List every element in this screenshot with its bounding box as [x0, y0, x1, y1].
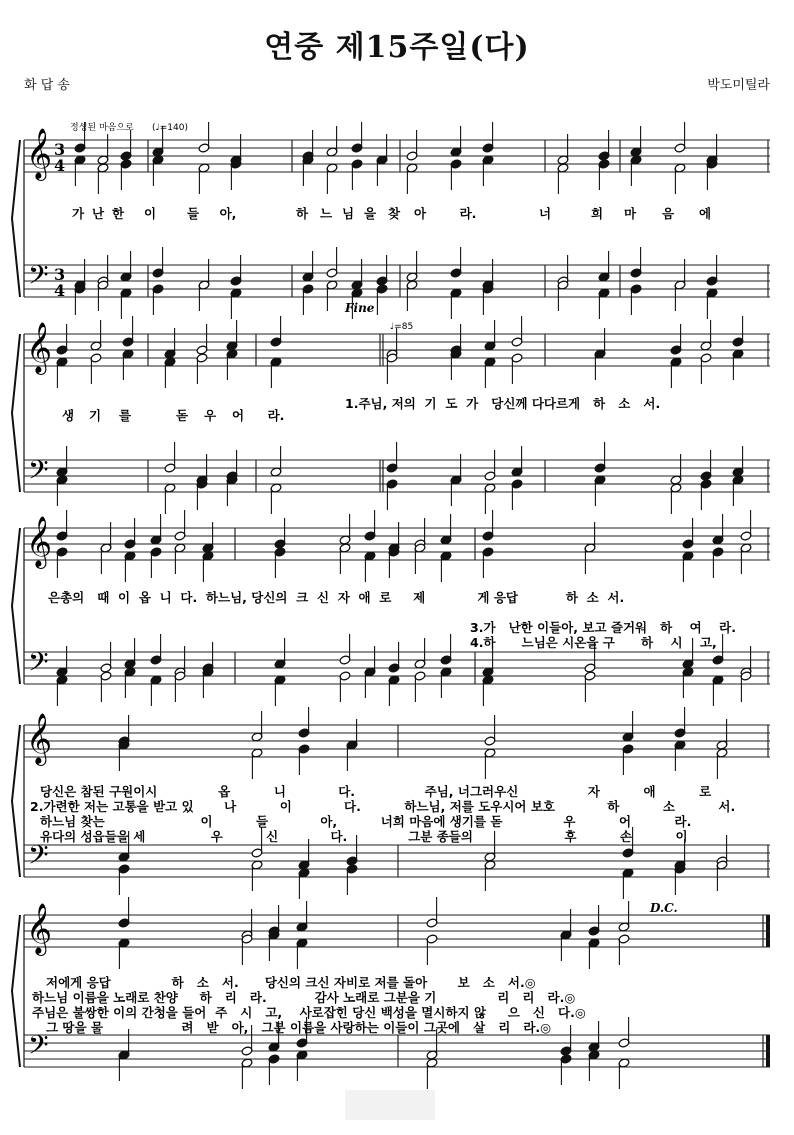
system5-lyric-line: 저에게 응답 하 소 서. 당신의 크신 자비로 저를 돌아 보 소 서.◎	[46, 975, 536, 990]
note-lower	[712, 675, 724, 706]
treble-staff	[24, 725, 770, 757]
refrain-lyric-syllable: 라.	[267, 408, 285, 423]
note-lower	[406, 280, 418, 311]
note-lower	[364, 667, 376, 698]
note-upper	[56, 324, 68, 355]
note-upper	[406, 251, 418, 282]
note-upper	[339, 514, 351, 545]
note-upper	[414, 638, 426, 669]
note-upper	[351, 259, 363, 290]
category-label: 화 답 송	[24, 78, 70, 93]
note-lower	[164, 357, 176, 388]
note-lower	[440, 667, 452, 698]
time-signature-bottom: 4	[54, 156, 66, 175]
note-lower	[274, 547, 286, 578]
note-lower	[118, 938, 130, 969]
note-lower	[268, 930, 280, 961]
refrain-lyric-syllable: 이	[143, 206, 157, 221]
note-upper	[298, 707, 310, 738]
note-upper	[100, 642, 112, 673]
tempo-metronome-1: (♩=140)	[152, 123, 188, 133]
time-signature-bottom: 4	[54, 281, 66, 300]
note-lower	[241, 1058, 253, 1089]
refrain-lyric-syllable: 들	[186, 206, 200, 221]
refrain-lyric-syllable: 을	[363, 206, 377, 221]
note-lower	[226, 349, 238, 380]
note-lower	[674, 280, 686, 311]
note-upper	[270, 446, 282, 477]
note-lower	[670, 483, 682, 514]
note-lower	[120, 159, 132, 190]
system5-lyric-line: 그 땅을 물 려 받 아, 그분 이름을 사랑하는 이들이 그곳에 살 리 라.◎	[46, 1020, 552, 1035]
note-lower	[298, 868, 310, 899]
note-lower	[326, 280, 338, 311]
note-lower	[700, 479, 712, 510]
note-upper	[440, 514, 452, 545]
note-lower	[618, 1058, 630, 1089]
note-upper	[557, 134, 569, 165]
note-lower	[674, 163, 686, 194]
time-signature-top: 3	[54, 140, 66, 159]
note-lower	[150, 675, 162, 706]
note-lower	[388, 547, 400, 578]
note-lower	[230, 159, 242, 190]
note-lower	[716, 748, 728, 779]
note-lower	[674, 864, 686, 895]
note-upper	[120, 130, 132, 161]
system4-lyric-line: 하느님 찾는 이 들 아, 너희 마음에 생기를 돋 우 어 라.	[40, 814, 692, 829]
note-upper	[511, 316, 523, 347]
bass-clef-icon: 𝄢	[28, 1029, 49, 1067]
note-lower	[90, 353, 102, 384]
note-upper	[302, 251, 314, 282]
note-lower	[241, 934, 253, 965]
note-upper	[270, 316, 282, 347]
note-lower	[732, 349, 744, 380]
note-lower	[732, 475, 744, 506]
note-upper	[406, 130, 418, 161]
note-lower	[598, 159, 610, 190]
note-lower	[618, 934, 630, 965]
tempo-instruction: 정성된 마음으로	[70, 123, 134, 133]
note-lower	[152, 284, 164, 315]
note-lower	[174, 671, 186, 702]
refrain-lyric-syllable: 에	[698, 206, 712, 221]
refrain-lyric-syllable: 난	[91, 206, 105, 221]
system5-lyric-line: 주님은 불쌍한 이의 간청을 들어 주 시 고, 사로잡힌 당신 백성을 멸시하지 않 으 신 다.◎	[32, 1005, 586, 1020]
note-upper	[618, 1017, 630, 1048]
refrain-lyric-syllable: 하	[295, 206, 309, 221]
refrain-lyric-syllable: 생	[61, 408, 75, 423]
note-lower	[274, 675, 286, 706]
note-upper	[164, 328, 176, 359]
note-upper	[682, 518, 694, 549]
note-lower	[364, 551, 376, 582]
note-upper	[120, 251, 132, 282]
note-upper	[90, 320, 102, 351]
bass-clef-icon: 𝄢	[28, 454, 49, 492]
note-lower	[594, 349, 606, 380]
note-lower	[164, 483, 176, 514]
note-lower	[97, 163, 109, 194]
note-lower	[351, 159, 363, 190]
note-upper	[450, 126, 462, 157]
note-upper	[670, 324, 682, 355]
note-upper	[251, 711, 263, 742]
note-lower	[376, 155, 388, 186]
note-lower	[97, 280, 109, 311]
note-lower	[622, 868, 634, 899]
note-lower	[198, 163, 210, 194]
bass-clef-icon: 𝄢	[28, 259, 49, 297]
note-upper	[364, 510, 376, 541]
note-lower	[251, 860, 263, 891]
system4-lyric-line: 2.가련한 저는 고통을 받고 있 나 이 다. 하느님, 저를 도우시어 보호 하 소 서.	[30, 799, 736, 814]
note-lower	[339, 671, 351, 702]
note-upper	[560, 1025, 572, 1056]
note-lower	[560, 930, 572, 961]
note-lower	[198, 280, 210, 311]
refrain-lyric-syllable: 아	[413, 206, 427, 221]
note-upper	[712, 514, 724, 545]
treble-staff	[24, 140, 770, 172]
refrain-lyric-syllable: 느	[319, 206, 333, 221]
note-lower	[450, 475, 462, 506]
note-upper	[118, 897, 130, 928]
refrain-lyric-syllable: 가	[71, 206, 85, 221]
system-brace	[12, 140, 20, 297]
bass-clef-icon: 𝄢	[28, 839, 49, 877]
time-signature-top: 3	[54, 265, 66, 284]
bass-staff	[24, 265, 770, 297]
note-lower	[56, 675, 68, 706]
note-lower	[100, 543, 112, 574]
note-lower	[270, 357, 282, 388]
note-lower	[426, 1058, 438, 1089]
note-lower	[630, 155, 642, 186]
note-lower	[706, 288, 718, 319]
note-upper	[274, 518, 286, 549]
note-lower	[124, 667, 136, 698]
note-lower	[557, 163, 569, 194]
note-upper	[124, 518, 136, 549]
refrain-lyric-syllable: 어	[231, 408, 245, 423]
note-upper	[732, 446, 744, 477]
note-upper	[740, 510, 752, 541]
note-upper	[226, 320, 238, 351]
note-lower	[426, 934, 438, 965]
note-upper	[482, 510, 494, 541]
note-lower	[588, 1050, 600, 1081]
note-upper	[618, 901, 630, 932]
note-lower	[740, 543, 752, 574]
note-lower	[706, 159, 718, 190]
refrain-lyric-syllable: 를	[118, 408, 132, 423]
note-upper	[732, 316, 744, 347]
note-upper	[296, 901, 308, 932]
note-upper	[56, 510, 68, 541]
system5-lyric-line: 하느님 이름을 노래로 찬양 하 리 라. 감사 노래로 그분을 기 리 리 라.◎	[32, 990, 576, 1005]
verse4-start-lyric: 4.하 느님은 시온을 구 하 시 고,	[470, 635, 717, 650]
note-lower	[584, 543, 596, 574]
note-lower	[484, 748, 496, 779]
note-lower	[388, 675, 400, 706]
note-upper	[150, 514, 162, 545]
refrain-lyric-syllable: 라.	[459, 206, 477, 221]
note-upper	[56, 446, 68, 477]
note-lower	[588, 938, 600, 969]
note-lower	[440, 551, 452, 582]
note-lower	[56, 357, 68, 388]
note-upper	[450, 247, 462, 278]
note-upper	[588, 905, 600, 936]
note-upper	[484, 715, 496, 746]
note-lower	[450, 288, 462, 319]
note-upper	[376, 255, 388, 286]
note-lower	[202, 667, 214, 698]
composer-label: 박도미틸라	[707, 78, 770, 93]
system-brace	[12, 528, 20, 684]
note-lower	[560, 1054, 572, 1085]
note-lower	[124, 551, 136, 582]
footer-blank	[345, 1090, 435, 1120]
note-upper	[230, 255, 242, 286]
system-brace	[12, 915, 20, 1067]
note-lower	[482, 547, 494, 578]
note-upper	[700, 320, 712, 351]
bass-staff	[24, 845, 770, 877]
note-upper	[122, 316, 134, 347]
treble-clef-icon: 𝄞	[26, 516, 53, 567]
note-upper	[351, 122, 363, 153]
note-lower	[557, 280, 569, 311]
treble-clef-icon: 𝄞	[26, 128, 53, 179]
treble-clef-icon: 𝄞	[26, 903, 53, 954]
note-upper	[326, 247, 338, 278]
note-lower	[251, 748, 263, 779]
note-lower	[682, 667, 694, 698]
note-upper	[326, 126, 338, 157]
note-lower	[712, 547, 724, 578]
refrain-lyric-syllable: 희	[590, 206, 604, 221]
note-upper	[630, 126, 642, 157]
treble-clef-icon: 𝄞	[26, 713, 53, 764]
note-lower	[296, 1050, 308, 1081]
note-upper	[594, 442, 606, 473]
note-upper	[700, 450, 712, 481]
verse1-lyric-line-b: 은총의 때 이 옵 니 다. 하느님, 당신의 크 신 자 애 로 제 게 응답 하 소 서.	[48, 590, 625, 605]
note-lower	[302, 284, 314, 315]
note-lower	[268, 1054, 280, 1085]
note-lower	[482, 155, 494, 186]
note-upper	[511, 446, 523, 477]
tempo-metronome-2: ♩=85	[390, 322, 414, 332]
note-lower	[120, 288, 132, 319]
note-upper	[674, 707, 686, 738]
note-lower	[302, 155, 314, 186]
note-lower	[511, 479, 523, 510]
note-lower	[406, 163, 418, 194]
note-upper	[196, 324, 208, 355]
note-lower	[670, 357, 682, 388]
note-upper	[198, 122, 210, 153]
note-upper	[274, 638, 286, 669]
note-upper	[426, 897, 438, 928]
note-lower	[511, 353, 523, 384]
note-lower	[630, 284, 642, 315]
note-lower	[100, 671, 112, 702]
note-lower	[700, 353, 712, 384]
note-lower	[150, 547, 162, 578]
system-brace	[12, 334, 20, 492]
system4-lyric-line: 당신은 참된 구원이시 옵 니 다. 주님, 너그러우신 자 애 로	[40, 784, 712, 799]
note-lower	[339, 543, 351, 574]
note-upper	[598, 130, 610, 161]
note-lower	[484, 357, 496, 388]
note-upper	[482, 122, 494, 153]
refrain-lyric-syllable: 찾	[387, 206, 401, 221]
note-lower	[740, 671, 752, 702]
note-lower	[716, 860, 728, 891]
verse3-start-lyric: 3.가 난한 이들아, 보고 즐거워 하 여 라.	[470, 620, 736, 635]
treble-staff	[24, 915, 770, 947]
note-lower	[376, 284, 388, 315]
bass-clef-icon: 𝄢	[28, 646, 49, 684]
refrain-lyric-syllable: 돋	[175, 408, 189, 423]
note-lower	[482, 675, 494, 706]
note-upper	[174, 510, 186, 541]
note-upper	[440, 634, 452, 665]
note-upper	[706, 255, 718, 286]
note-upper	[152, 247, 164, 278]
note-upper	[716, 719, 728, 750]
note-upper	[674, 122, 686, 153]
note-lower	[56, 475, 68, 506]
note-lower	[484, 483, 496, 514]
note-lower	[414, 543, 426, 574]
refrain-lyric-syllable: 한	[111, 206, 125, 221]
note-lower	[346, 740, 358, 771]
note-upper	[164, 442, 176, 473]
refrain-lyric-syllable: 기	[88, 408, 102, 423]
system-brace	[12, 725, 20, 877]
note-lower	[450, 349, 462, 380]
note-lower	[622, 744, 634, 775]
note-lower	[682, 551, 694, 582]
note-lower	[118, 864, 130, 895]
note-lower	[584, 671, 596, 702]
note-lower	[598, 288, 610, 319]
refrain-lyric-syllable: 아,	[219, 206, 237, 221]
note-upper	[598, 251, 610, 282]
system4-lyric-line: 유다의 성읍들을 세 우 신 다. 그분 종들의 후 손 이	[40, 829, 688, 844]
note-upper	[97, 134, 109, 165]
note-upper	[339, 634, 351, 665]
dc-marker: D.C.	[650, 901, 678, 915]
note-lower	[226, 475, 238, 506]
note-lower	[484, 860, 496, 891]
note-lower	[296, 938, 308, 969]
note-lower	[118, 1050, 130, 1081]
note-lower	[674, 740, 686, 771]
note-lower	[270, 483, 282, 514]
note-lower	[414, 671, 426, 702]
note-lower	[386, 353, 398, 384]
note-lower	[230, 288, 242, 319]
note-lower	[450, 159, 462, 190]
refrain-lyric-syllable: 음	[661, 206, 675, 221]
note-upper	[386, 442, 398, 473]
note-upper	[588, 1021, 600, 1052]
note-upper	[670, 454, 682, 485]
note-lower	[122, 349, 134, 380]
fine-marker: Fine	[345, 301, 375, 315]
refrain-lyric-syllable: 우	[203, 408, 217, 423]
page-title: 연중 제15주일(다)	[264, 30, 530, 65]
note-lower	[346, 864, 358, 895]
note-upper	[630, 247, 642, 278]
note-upper	[622, 711, 634, 742]
note-upper	[56, 646, 68, 677]
note-upper	[482, 646, 494, 677]
note-lower	[298, 744, 310, 775]
note-lower	[594, 475, 606, 506]
refrain-lyric-syllable: 너	[538, 206, 552, 221]
note-lower	[386, 479, 398, 510]
note-upper	[388, 642, 400, 673]
note-lower	[74, 284, 86, 315]
note-lower	[196, 479, 208, 510]
note-lower	[152, 155, 164, 186]
note-lower	[482, 284, 494, 315]
note-lower	[196, 353, 208, 384]
treble-clef-icon: 𝄞	[26, 322, 53, 373]
note-upper	[484, 320, 496, 351]
note-lower	[326, 163, 338, 194]
refrain-lyric-syllable: 님	[341, 206, 355, 221]
note-upper	[484, 450, 496, 481]
note-upper	[150, 634, 162, 665]
bass-staff	[24, 1035, 770, 1067]
refrain-lyric-syllable: 마	[623, 206, 637, 221]
note-upper	[202, 522, 214, 553]
note-lower	[56, 547, 68, 578]
note-lower	[74, 155, 86, 186]
note-lower	[118, 740, 130, 771]
verse1-lyric-line-a: 1.주님, 저의 기 도 가 당신께 다다르게 하 소 서.	[345, 396, 661, 411]
note-upper	[124, 638, 136, 669]
note-lower	[174, 543, 186, 574]
note-lower	[202, 551, 214, 582]
